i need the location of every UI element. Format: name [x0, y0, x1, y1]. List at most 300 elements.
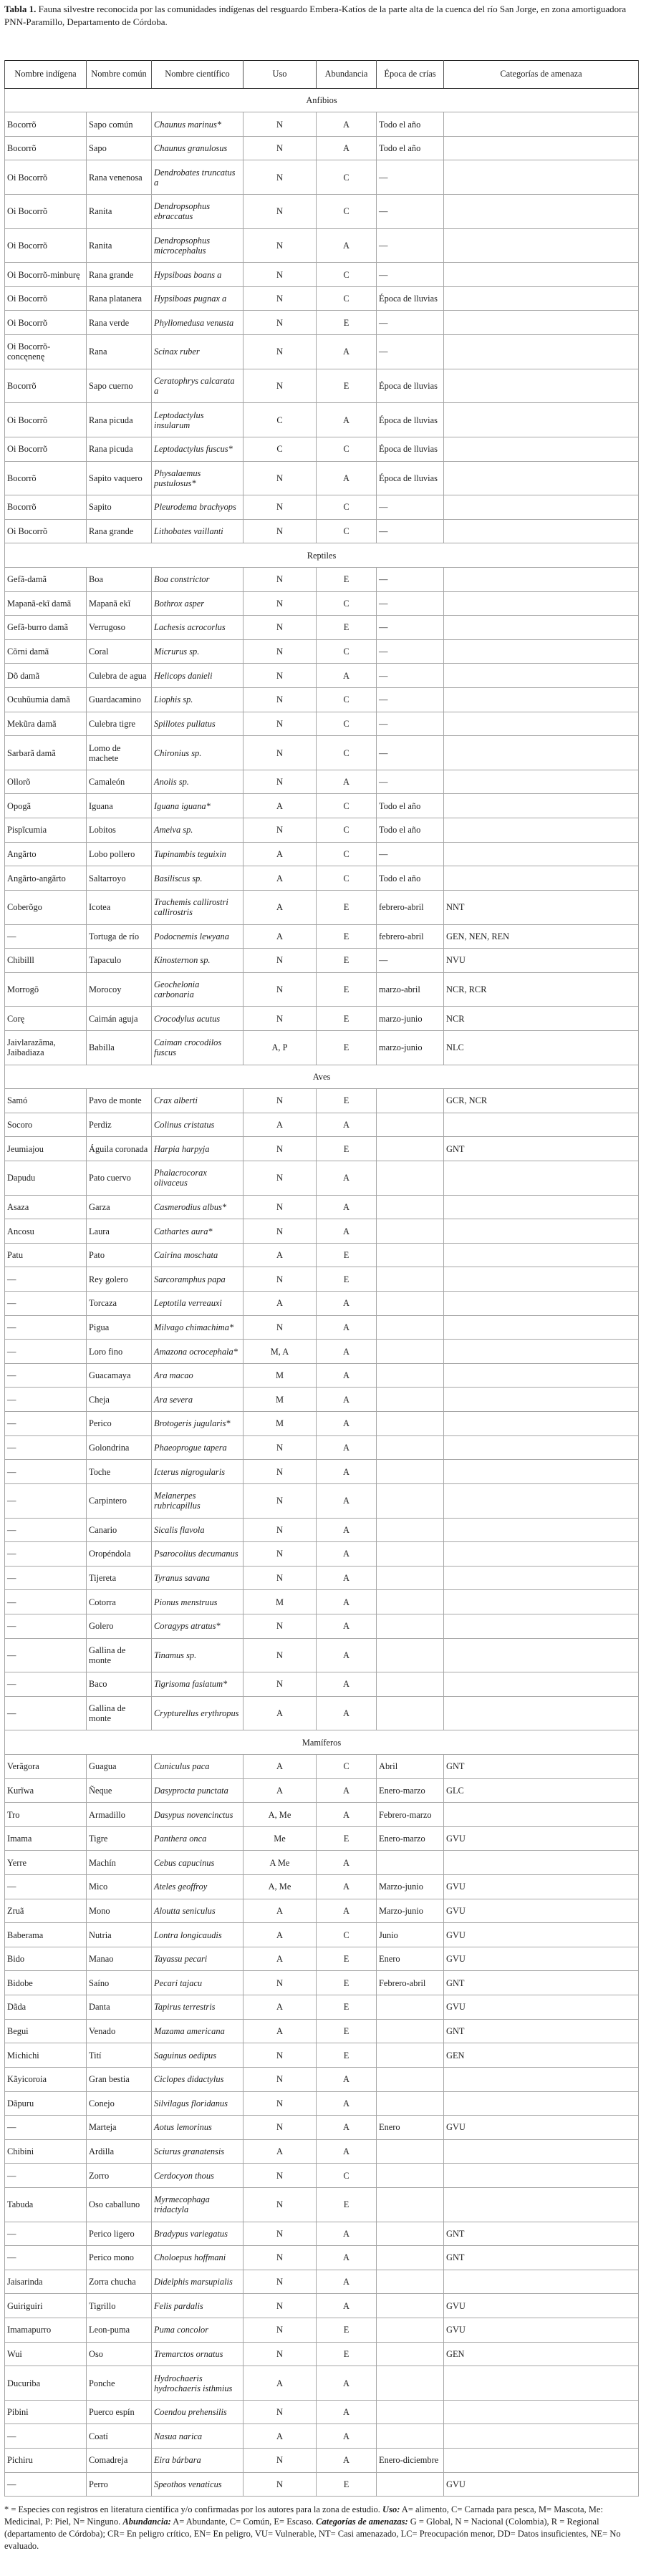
- cell-uso: N: [244, 112, 317, 137]
- cell-categorias-amenaza: [444, 335, 639, 369]
- table-row: [5, 1007, 639, 1031]
- table-row: [5, 1435, 639, 1460]
- cell-abundancia: C: [317, 712, 377, 736]
- cell-categorias-amenaza: GVU: [444, 2294, 639, 2318]
- cell-nombre-comun: Zorra chucha: [87, 2270, 152, 2294]
- cell-nombre-cientifico: Sicalis flavola: [152, 1518, 244, 1542]
- cell-nombre-comun: Gallina de monte: [87, 1638, 152, 1672]
- cell-nombre-comun: Cheja: [87, 1388, 152, 1412]
- cell-epoca-crias: Época de lluvias: [377, 369, 444, 403]
- cell-uso: N: [244, 2116, 317, 2140]
- cell-categorias-amenaza: [444, 591, 639, 616]
- cell-nombre-indigena: Jaivlarazãma, Jaibadiaza: [5, 1030, 87, 1065]
- cell-nombre-cientifico: Pionus menstruus: [152, 1590, 244, 1614]
- cell-categorias-amenaza: [444, 1803, 639, 1827]
- cell-nombre-cientifico: Pecari tajacu: [152, 1971, 244, 1995]
- cell-nombre-cientifico: Colinus cristatus: [152, 1113, 244, 1137]
- cell-nombre-cientifico: Milvago chimachima*: [152, 1315, 244, 1340]
- cell-abundancia: C: [317, 688, 377, 712]
- cell-nombre-comun: Comadreja: [87, 2449, 152, 2473]
- cell-categorias-amenaza: GVU: [444, 1826, 639, 1851]
- cell-epoca-crias: marzo-junio: [377, 1007, 444, 1031]
- cell-nombre-indigena: Opogã: [5, 794, 87, 818]
- cell-nombre-indigena: Jeumiajou: [5, 1137, 87, 1161]
- cell-nombre-comun: Golero: [87, 1614, 152, 1638]
- table-row: [5, 688, 639, 712]
- cell-nombre-cientifico: Ceratophrys calcarata a: [152, 369, 244, 403]
- cell-uso: N: [244, 1007, 317, 1031]
- cell-categorias-amenaza: NLC: [444, 1030, 639, 1065]
- header-row: [5, 61, 639, 89]
- cell-uso: N: [244, 2342, 317, 2366]
- cell-nombre-indigena: Imama: [5, 1826, 87, 1851]
- table-row: [5, 736, 639, 770]
- cell-nombre-comun: Perico: [87, 1412, 152, 1436]
- cell-categorias-amenaza: [444, 1483, 639, 1518]
- cell-categorias-amenaza: [444, 736, 639, 770]
- cell-categorias-amenaza: [444, 136, 639, 160]
- cell-epoca-crias: [377, 2019, 444, 2043]
- cell-uso: N: [244, 712, 317, 736]
- cell-epoca-crias: [377, 1638, 444, 1672]
- cell-abundancia: A: [317, 1315, 377, 1340]
- footnote-line1: * = Especies con registros en literatura científica y/o confirmadas por los autores para la zona de estudio.: [4, 2504, 380, 2514]
- table-row: [5, 842, 639, 866]
- cell-epoca-crias: —: [377, 228, 444, 263]
- cell-categorias-amenaza: [444, 495, 639, 520]
- cell-epoca-crias: Todo el año: [377, 136, 444, 160]
- cell-abundancia: A: [317, 2366, 377, 2401]
- cell-categorias-amenaza: GVU: [444, 2116, 639, 2140]
- cell-uso: N: [244, 2043, 317, 2068]
- cell-nombre-comun: Rana platanera: [87, 286, 152, 311]
- cell-epoca-crias: [377, 1292, 444, 1316]
- cell-uso: A: [244, 1292, 317, 1316]
- cell-nombre-indigena: Jaisarinda: [5, 2270, 87, 2294]
- cell-uso: A: [244, 2139, 317, 2164]
- cell-nombre-comun: Rana picuda: [87, 437, 152, 461]
- cell-categorias-amenaza: [444, 311, 639, 335]
- cell-nombre-cientifico: Saguinus oedipus: [152, 2043, 244, 2068]
- cell-epoca-crias: [377, 2294, 444, 2318]
- cell-nombre-comun: Coatí: [87, 2424, 152, 2449]
- cell-epoca-crias: [377, 1995, 444, 2020]
- cell-nombre-comun: Morocoy: [87, 972, 152, 1007]
- cell-abundancia: A: [317, 461, 377, 495]
- cell-nombre-cientifico: Trachemis callirostri callirostris: [152, 890, 244, 924]
- cell-nombre-comun: Golondrina: [87, 1435, 152, 1460]
- cell-abundancia: A: [317, 403, 377, 437]
- cell-abundancia: E: [317, 1089, 377, 1113]
- table-row: [5, 2139, 639, 2164]
- cell-abundancia: E: [317, 1971, 377, 1995]
- cell-nombre-indigena: —: [5, 2116, 87, 2140]
- table-row: [5, 136, 639, 160]
- cell-categorias-amenaza: [444, 1292, 639, 1316]
- cell-nombre-comun: Sapo cuerno: [87, 369, 152, 403]
- cell-nombre-indigena: —: [5, 1614, 87, 1638]
- cell-nombre-indigena: Pibini: [5, 2400, 87, 2424]
- cell-nombre-cientifico: Chaunus marinus*: [152, 112, 244, 137]
- cell-uso: A: [244, 1947, 317, 1971]
- cell-uso: N: [244, 1672, 317, 1697]
- footnote-uso-label: Uso:: [382, 2504, 400, 2514]
- table-row: [5, 1292, 639, 1316]
- cell-nombre-cientifico: Bothrox asper: [152, 591, 244, 616]
- cell-nombre-comun: Coral: [87, 639, 152, 664]
- cell-epoca-crias: Febrero-abril: [377, 1971, 444, 1995]
- cell-nombre-comun: Guacamaya: [87, 1363, 152, 1388]
- table-row: [5, 1388, 639, 1412]
- cell-abundancia: C: [317, 1923, 377, 1947]
- table-row: [5, 1995, 639, 2020]
- cell-nombre-comun: Perro: [87, 2472, 152, 2497]
- cell-abundancia: A: [317, 2091, 377, 2116]
- cell-nombre-cientifico: Felis pardalis: [152, 2294, 244, 2318]
- cell-categorias-amenaza: GNT: [444, 1971, 639, 1995]
- cell-nombre-comun: Rana verde: [87, 311, 152, 335]
- cell-categorias-amenaza: [444, 1113, 639, 1137]
- cell-nombre-comun: Pigua: [87, 1315, 152, 1340]
- cell-nombre-indigena: Oi Bocorrõ: [5, 519, 87, 543]
- cell-nombre-indigena: —: [5, 2424, 87, 2449]
- cell-uso: N: [244, 639, 317, 664]
- table-row: [5, 1696, 639, 1730]
- cell-categorias-amenaza: GEN: [444, 2043, 639, 2068]
- cell-abundancia: C: [317, 818, 377, 843]
- cell-epoca-crias: —: [377, 842, 444, 866]
- cell-nombre-cientifico: Ciclopes didactylus: [152, 2067, 244, 2091]
- cell-categorias-amenaza: [444, 228, 639, 263]
- cell-uso: N: [244, 1460, 317, 1484]
- table-row: [5, 2091, 639, 2116]
- cell-epoca-crias: Enero-marzo: [377, 1826, 444, 1851]
- fauna-table: [4, 60, 639, 2497]
- cell-categorias-amenaza: [444, 1388, 639, 1412]
- cell-nombre-indigena: —: [5, 2472, 87, 2497]
- cell-epoca-crias: Enero: [377, 2116, 444, 2140]
- cell-uso: N: [244, 2270, 317, 2294]
- cell-uso: N: [244, 1267, 317, 1292]
- cell-nombre-cientifico: Tupinambis teguixin: [152, 842, 244, 866]
- cell-abundancia: C: [317, 519, 377, 543]
- cell-nombre-indigena: —: [5, 1518, 87, 1542]
- table-row: [5, 112, 639, 137]
- table-row: [5, 2366, 639, 2401]
- cell-uso: N: [244, 1137, 317, 1161]
- cell-abundancia: C: [317, 842, 377, 866]
- cell-epoca-crias: [377, 2222, 444, 2246]
- cell-categorias-amenaza: [444, 1566, 639, 1590]
- cell-abundancia: C: [317, 639, 377, 664]
- cell-abundancia: E: [317, 369, 377, 403]
- cell-abundancia: C: [317, 591, 377, 616]
- cell-epoca-crias: [377, 1089, 444, 1113]
- cell-categorias-amenaza: [444, 1267, 639, 1292]
- cell-nombre-indigena: Baberama: [5, 1923, 87, 1947]
- cell-categorias-amenaza: [444, 1435, 639, 1460]
- cell-nombre-cientifico: Sarcoramphus papa: [152, 1267, 244, 1292]
- cell-abundancia: C: [317, 495, 377, 520]
- cell-nombre-cientifico: Spillotes pullatus: [152, 712, 244, 736]
- cell-uso: N: [244, 2246, 317, 2270]
- cell-uso: M: [244, 1412, 317, 1436]
- cell-uso: N: [244, 263, 317, 287]
- cell-nombre-cientifico: Micrurus sp.: [152, 639, 244, 664]
- cell-epoca-crias: febrero-abril: [377, 890, 444, 924]
- cell-nombre-cientifico: Icterus nigrogularis: [152, 1460, 244, 1484]
- cell-categorias-amenaza: [444, 1219, 639, 1244]
- cell-abundancia: E: [317, 972, 377, 1007]
- cell-epoca-crias: —: [377, 335, 444, 369]
- cell-epoca-crias: [377, 2091, 444, 2116]
- table-row: [5, 1315, 639, 1340]
- cell-uso: A: [244, 1243, 317, 1267]
- table-row: [5, 2342, 639, 2366]
- cell-nombre-cientifico: Cathartes aura*: [152, 1219, 244, 1244]
- cell-uso: A: [244, 842, 317, 866]
- table-row: [5, 1566, 639, 1590]
- cell-nombre-indigena: Ocuhũumia damã: [5, 688, 87, 712]
- cell-nombre-indigena: —: [5, 1363, 87, 1388]
- cell-epoca-crias: [377, 1435, 444, 1460]
- cell-epoca-crias: [377, 2067, 444, 2091]
- cell-abundancia: A: [317, 664, 377, 688]
- table-row: [5, 263, 639, 287]
- cell-categorias-amenaza: GCR, NCR: [444, 1089, 639, 1113]
- table-row: [5, 639, 639, 664]
- cell-nombre-indigena: Bocorrõ: [5, 461, 87, 495]
- cell-categorias-amenaza: [444, 1638, 639, 1672]
- cell-categorias-amenaza: GVU: [444, 2472, 639, 2497]
- cell-categorias-amenaza: [444, 369, 639, 403]
- table-row: [5, 2043, 639, 2068]
- cell-abundancia: A: [317, 2222, 377, 2246]
- cell-nombre-cientifico: Geochelonia carbonaria: [152, 972, 244, 1007]
- cell-epoca-crias: [377, 2139, 444, 2164]
- cell-epoca-crias: Marzo-junio: [377, 1899, 444, 1923]
- cell-nombre-cientifico: Tinamus sp.: [152, 1638, 244, 1672]
- cell-abundancia: A: [317, 2449, 377, 2473]
- table-row: [5, 1923, 639, 1947]
- cell-abundancia: A: [317, 1899, 377, 1923]
- cell-epoca-crias: [377, 2400, 444, 2424]
- cell-uso: N: [244, 2294, 317, 2318]
- table-body: [5, 88, 639, 2497]
- cell-abundancia: A: [317, 1195, 377, 1219]
- cell-abundancia: A: [317, 1412, 377, 1436]
- cell-nombre-comun: Guardacamino: [87, 688, 152, 712]
- cell-abundancia: A: [317, 2270, 377, 2294]
- cell-uso: N: [244, 195, 317, 229]
- table-row: [5, 1875, 639, 1899]
- cell-nombre-indigena: Corę: [5, 1007, 87, 1031]
- cell-nombre-comun: Ranita: [87, 228, 152, 263]
- cell-nombre-cientifico: Aloutta seniculus: [152, 1899, 244, 1923]
- cell-nombre-comun: Saíno: [87, 1971, 152, 1995]
- cell-nombre-cientifico: Melanerpes rubricapillus: [152, 1483, 244, 1518]
- cell-uso: A: [244, 1778, 317, 1803]
- cell-uso: A, Me: [244, 1875, 317, 1899]
- cell-nombre-cientifico: Ara severa: [152, 1388, 244, 1412]
- cell-uso: N: [244, 286, 317, 311]
- cell-uso: N: [244, 2091, 317, 2116]
- cell-nombre-cientifico: Coendou prehensilis: [152, 2400, 244, 2424]
- footnote-uso-text: A= alimento, C= Carnada para pesca, M= Mascota, Me: Medicinal, P: Piel, N= Ninguno.: [4, 2504, 603, 2527]
- cell-nombre-indigena: Tabuda: [5, 2187, 87, 2222]
- cell-epoca-crias: [377, 1566, 444, 1590]
- cell-nombre-indigena: Oi Bocorrõ: [5, 286, 87, 311]
- cell-nombre-cientifico: Scinax ruber: [152, 335, 244, 369]
- cell-nombre-indigena: Pichiru: [5, 2449, 87, 2473]
- cell-categorias-amenaza: [444, 2270, 639, 2294]
- cell-nombre-comun: Rey golero: [87, 1267, 152, 1292]
- section-row: [5, 1065, 639, 1089]
- cell-nombre-comun: Marteja: [87, 2116, 152, 2140]
- header-abundancia: Abundancia: [317, 61, 377, 89]
- cell-nombre-indigena: Bocorrõ: [5, 495, 87, 520]
- cell-abundancia: E: [317, 924, 377, 949]
- cell-nombre-indigena: Gefã-damã: [5, 567, 87, 591]
- table-row: [5, 2318, 639, 2343]
- cell-epoca-crias: marzo-junio: [377, 1030, 444, 1065]
- cell-nombre-comun: Armadillo: [87, 1803, 152, 1827]
- cell-nombre-indigena: Dãpuru: [5, 2091, 87, 2116]
- cell-epoca-crias: Todo el año: [377, 794, 444, 818]
- cell-abundancia: E: [317, 2342, 377, 2366]
- cell-nombre-indigena: Socoro: [5, 1113, 87, 1137]
- cell-nombre-cientifico: Mazama americana: [152, 2019, 244, 2043]
- cell-uso: C: [244, 403, 317, 437]
- cell-nombre-indigena: —: [5, 1638, 87, 1672]
- cell-abundancia: E: [317, 2318, 377, 2343]
- cell-epoca-crias: —: [377, 591, 444, 616]
- table-row: [5, 1363, 639, 1388]
- cell-abundancia: C: [317, 2164, 377, 2188]
- cell-uso: C: [244, 437, 317, 461]
- cell-abundancia: E: [317, 949, 377, 973]
- cell-abundancia: A: [317, 1292, 377, 1316]
- cell-nombre-comun: Sapo común: [87, 112, 152, 137]
- cell-abundancia: C: [317, 1755, 377, 1779]
- cell-nombre-indigena: Dãda: [5, 1995, 87, 2020]
- cell-epoca-crias: Enero-diciembre: [377, 2449, 444, 2473]
- cell-nombre-indigena: Bocorrõ: [5, 369, 87, 403]
- cell-uso: N: [244, 1638, 317, 1672]
- cell-abundancia: E: [317, 311, 377, 335]
- cell-abundancia: C: [317, 866, 377, 891]
- cell-uso: N: [244, 1435, 317, 1460]
- cell-uso: N: [244, 1566, 317, 1590]
- cell-nombre-indigena: —: [5, 1672, 87, 1697]
- cell-abundancia: A: [317, 112, 377, 137]
- cell-categorias-amenaza: [444, 1195, 639, 1219]
- cell-nombre-cientifico: Crocodylus acutus: [152, 1007, 244, 1031]
- cell-uso: N: [244, 311, 317, 335]
- cell-uso: N: [244, 519, 317, 543]
- table-row: [5, 1089, 639, 1113]
- cell-epoca-crias: —: [377, 311, 444, 335]
- cell-abundancia: A: [317, 1460, 377, 1484]
- cell-epoca-crias: [377, 1542, 444, 1567]
- cell-epoca-crias: Época de lluvias: [377, 461, 444, 495]
- cell-nombre-cientifico: Crax alberti: [152, 1089, 244, 1113]
- table-row: [5, 2116, 639, 2140]
- cell-categorias-amenaza: GNT: [444, 2222, 639, 2246]
- cell-nombre-comun: Gallina de monte: [87, 1696, 152, 1730]
- table-row: [5, 949, 639, 973]
- cell-nombre-comun: Lobo pollero: [87, 842, 152, 866]
- cell-uso: N: [244, 1089, 317, 1113]
- cell-uso: N: [244, 818, 317, 843]
- cell-epoca-crias: —: [377, 770, 444, 794]
- cell-epoca-crias: Época de lluvias: [377, 403, 444, 437]
- cell-nombre-comun: Oso: [87, 2342, 152, 2366]
- cell-categorias-amenaza: [444, 688, 639, 712]
- cell-nombre-cientifico: Puma concolor: [152, 2318, 244, 2343]
- cell-epoca-crias: Junio: [377, 1923, 444, 1947]
- cell-categorias-amenaza: [444, 1518, 639, 1542]
- cell-nombre-indigena: —: [5, 1590, 87, 1614]
- cell-categorias-amenaza: [444, 866, 639, 891]
- cell-categorias-amenaza: [444, 519, 639, 543]
- cell-nombre-cientifico: Cairina moschata: [152, 1243, 244, 1267]
- table-row: [5, 1518, 639, 1542]
- table-row: [5, 1267, 639, 1292]
- cell-abundancia: A: [317, 2400, 377, 2424]
- cell-categorias-amenaza: [444, 2187, 639, 2222]
- cell-epoca-crias: [377, 2187, 444, 2222]
- cell-categorias-amenaza: [444, 195, 639, 229]
- cell-categorias-amenaza: [444, 842, 639, 866]
- cell-epoca-crias: febrero-abril: [377, 924, 444, 949]
- cell-categorias-amenaza: GVU: [444, 1995, 639, 2020]
- cell-abundancia: A: [317, 2116, 377, 2140]
- table-row: [5, 1483, 639, 1518]
- cell-nombre-indigena: —: [5, 1483, 87, 1518]
- cell-uso: A, Me: [244, 1803, 317, 1827]
- cell-categorias-amenaza: [444, 286, 639, 311]
- table-row: [5, 2270, 639, 2294]
- cell-nombre-cientifico: Tyranus savana: [152, 1566, 244, 1590]
- cell-nombre-comun: Sapito: [87, 495, 152, 520]
- cell-nombre-indigena: Oi Bocorrõ: [5, 311, 87, 335]
- table-row: [5, 1638, 639, 1672]
- cell-nombre-comun: Babilla: [87, 1030, 152, 1065]
- header-nombre-cientifico: Nombre científico: [152, 61, 244, 89]
- cell-nombre-cientifico: Psarocolius decumanus: [152, 1542, 244, 1567]
- cell-epoca-crias: Todo el año: [377, 112, 444, 137]
- cell-nombre-comun: Loro fino: [87, 1340, 152, 1364]
- cell-categorias-amenaza: [444, 1851, 639, 1875]
- cell-uso: N: [244, 2164, 317, 2188]
- cell-categorias-amenaza: [444, 712, 639, 736]
- cell-abundancia: E: [317, 1243, 377, 1267]
- table-row: [5, 2164, 639, 2188]
- cell-nombre-indigena: —: [5, 1315, 87, 1340]
- cell-uso: N: [244, 1483, 317, 1518]
- cell-nombre-indigena: —: [5, 1292, 87, 1316]
- cell-nombre-comun: Tijereta: [87, 1566, 152, 1590]
- cell-uso: N: [244, 1542, 317, 1567]
- cell-nombre-indigena: Michichi: [5, 2043, 87, 2068]
- cell-nombre-cientifico: Dasypus novencinctus: [152, 1803, 244, 1827]
- cell-abundancia: A: [317, 335, 377, 369]
- cell-categorias-amenaza: GNT: [444, 2019, 639, 2043]
- cell-nombre-indigena: —: [5, 1412, 87, 1436]
- cell-uso: N: [244, 1161, 317, 1195]
- table-row: [5, 2187, 639, 2222]
